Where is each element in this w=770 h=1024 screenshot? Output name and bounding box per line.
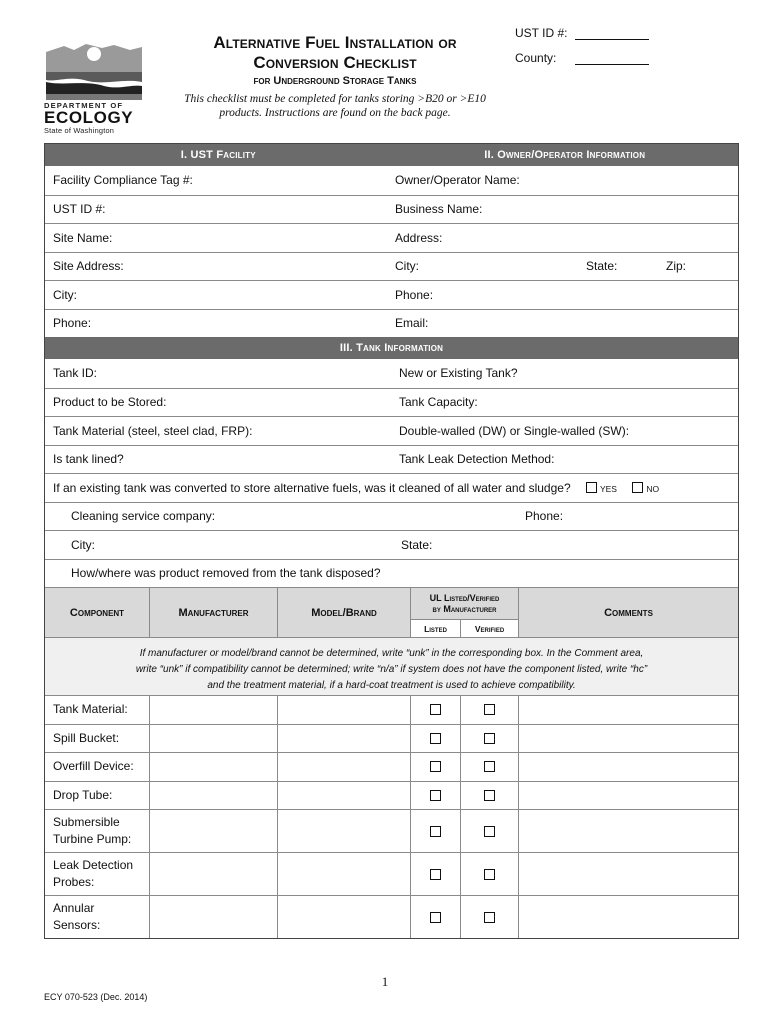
table-row [45,809,738,852]
component-label-line1: Submersible [53,815,120,829]
cleaning-company-row [45,502,738,531]
verified-checkbox[interactable] [484,826,495,837]
business-name-field[interactable]: Business Name: [395,202,483,217]
ust-id-input[interactable] [575,28,649,40]
component-label: Spill Bucket: [45,725,150,753]
ust-id-field[interactable]: UST ID #: [53,202,106,217]
table-row [45,695,738,724]
cleaning-phone-field[interactable]: Phone: [525,509,564,524]
ust-id-label: UST ID #: [515,26,568,40]
no-checkbox[interactable] [632,482,643,493]
facility-row [45,195,738,224]
tank-row [45,388,738,417]
cleaning-state-field[interactable]: State: [401,537,433,552]
verified-checkbox[interactable] [484,733,495,744]
component-instructions [45,637,738,695]
manufacturer-cell[interactable] [150,853,278,895]
yes-label: YES [599,483,617,494]
model-cell[interactable] [278,753,411,781]
ecology-logo [44,42,144,100]
component-label: Tank Material: [45,696,150,724]
title-line1: Alternative Fuel Installation or [213,33,457,52]
listed-checkbox[interactable] [430,912,441,923]
comments-cell[interactable] [519,753,738,781]
site-city-field[interactable]: City: [53,287,77,302]
manufacturer-cell[interactable] [150,725,278,753]
component-label-line2: Probes: [53,875,95,889]
facility-row [45,309,738,338]
ul-line2: by Manufacturer [432,603,497,614]
cleaning-city-field[interactable]: City: [71,537,95,552]
component-label-line2: Turbine Pump: [53,832,132,846]
ul-line1: UL Listed/Verified [429,592,500,603]
tank-id-field[interactable]: Tank ID: [53,366,98,381]
verified-checkbox[interactable] [484,912,495,923]
model-cell[interactable] [278,696,411,724]
listed-checkbox[interactable] [430,704,441,715]
page-number: 1 [381,974,389,989]
note-line2: write “unk” if compatibility cannot be determined; write “n/a” if system does not have the component listed, write “hc” [135,664,648,675]
site-address-field[interactable]: Site Address: [53,259,124,274]
manufacturer-cell[interactable] [150,896,278,938]
section-bar-3 [45,337,738,359]
verified-checkbox[interactable] [484,869,495,880]
tank-lined-field[interactable]: Is tank lined? [53,452,124,467]
component-label-line1: Leak Detection [53,858,134,872]
note-line1: If manufacturer or model/brand cannot be determined, write “unk” in the corresponding box. In the Comment area, [139,648,644,659]
listed-checkbox[interactable] [430,826,441,837]
col-model: Model/Brand [278,588,411,637]
col-comments: Comments [604,606,653,619]
col-ul-listed [411,588,519,637]
table-row [45,895,738,938]
owner-name-field[interactable]: Owner/Operator Name: [395,173,520,188]
model-cell[interactable] [278,725,411,753]
col-manufacturer: Manufacturer [150,588,278,637]
section-bar-1-2 [45,144,738,166]
tank-row [45,359,738,388]
title-line2: Conversion Checklist [253,53,417,72]
col-component: Component [45,588,150,637]
component-label [45,810,150,852]
cleaned-row [45,473,738,502]
tank-material-field[interactable]: Tank Material (steel, steel clad, FRP): [53,423,253,438]
section1-title: I. UST Facility [180,149,256,161]
component-table-header [45,587,738,637]
col-listed: Listed [411,620,461,637]
logo-text [44,101,133,135]
form-id: ECY 070-523 (Dec. 2014) [44,992,148,1002]
new-existing-field[interactable]: New or Existing Tank? [399,366,518,381]
listed-checkbox[interactable] [430,761,441,772]
owner-city-state-zip [391,259,738,273]
facility-tag-field[interactable]: Facility Compliance Tag #: [53,173,193,188]
table-row [45,852,738,895]
component-label [45,896,150,938]
ul-title [411,588,518,619]
manufacturer-cell[interactable] [150,753,278,781]
listed-checkbox[interactable] [430,733,441,744]
facility-row [45,166,738,195]
owner-phone-field[interactable]: Phone: [395,287,434,302]
component-label: Overfill Device: [45,753,150,781]
facility-row [45,223,738,252]
owner-email-field[interactable]: Email: [395,316,429,331]
owner-zip-field[interactable]: Zip: [666,259,687,274]
model-cell[interactable] [278,896,411,938]
instructions-line2: products. Instructions are found on the back page. [219,107,451,119]
capacity-field[interactable]: Tank Capacity: [399,395,478,410]
instructions-line1: This checklist must be completed for tanks storing >B20 or >E10 [184,93,486,105]
component-label-line1: Annular [53,901,95,915]
subtitle: for Underground Storage Tanks [253,75,417,87]
section2-title: II. Owner/Operator Information [484,149,646,161]
manufacturer-cell[interactable] [150,810,278,852]
logo-dept: DEPARTMENT OF [44,101,124,110]
logo-state: State of Washington [44,126,115,135]
cleaning-city-row [45,530,738,559]
yes-checkbox[interactable] [586,482,597,493]
comments-cell[interactable] [519,696,738,724]
model-cell[interactable] [278,810,411,852]
comments-cell[interactable] [519,896,738,938]
table-row [45,752,738,781]
comments-cell[interactable] [519,810,738,852]
component-label: Drop Tube: [45,782,150,810]
product-field[interactable]: Product to be Stored: [53,395,167,410]
cleaned-question [45,481,738,495]
tank-row [45,416,738,445]
model-cell[interactable] [278,782,411,810]
manufacturer-cell[interactable] [150,782,278,810]
model-cell[interactable] [278,853,411,895]
component-label-line2: Sensors: [53,918,101,932]
col-verified: Verified [474,623,505,634]
county-label: County: [515,51,557,65]
site-name-field[interactable]: Site Name: [53,230,113,245]
verified-checkbox[interactable] [484,790,495,801]
logo-name: ECOLOGY [44,108,134,127]
owner-state-field[interactable]: State: [586,259,618,274]
no-label: NO [646,483,660,494]
address-field[interactable]: Address: [395,230,443,245]
comments-cell[interactable] [519,853,738,895]
section3-title: III. Tank Information [339,342,444,354]
disposal-field[interactable]: How/where was product removed from the tank disposed? [71,566,381,581]
note-line3: and the treatment material, if a hard-coat treatment is used to achieve compatibility. [207,680,576,691]
tank-row [45,445,738,474]
ust-id-county [515,20,649,65]
facility-row [45,280,738,309]
table-row [45,724,738,753]
site-phone-field[interactable]: Phone: [53,316,92,331]
county-input[interactable] [575,53,649,65]
verified-checkbox[interactable] [484,704,495,715]
manufacturer-cell[interactable] [150,696,278,724]
comments-cell[interactable] [519,725,738,753]
facility-row [45,252,738,281]
cleaned-question-text: If an existing tank was converted to store alternative fuels, was it cleaned of all water and sludge? [53,480,571,495]
verified-checkbox[interactable] [484,761,495,772]
listed-checkbox[interactable] [430,790,441,801]
checklist-form [44,143,739,939]
component-label [45,853,150,895]
table-row [45,781,738,810]
owner-city-field[interactable]: City: [395,259,419,274]
leak-detection-field[interactable]: Tank Leak Detection Method: [399,452,555,467]
comments-cell[interactable] [519,782,738,810]
listed-checkbox[interactable] [430,869,441,880]
disposal-row [45,559,738,588]
wall-type-field[interactable]: Double-walled (DW) or Single-walled (SW): [399,423,630,438]
cleaning-company-field[interactable]: Cleaning service company: [71,509,216,524]
form-title [160,33,510,120]
